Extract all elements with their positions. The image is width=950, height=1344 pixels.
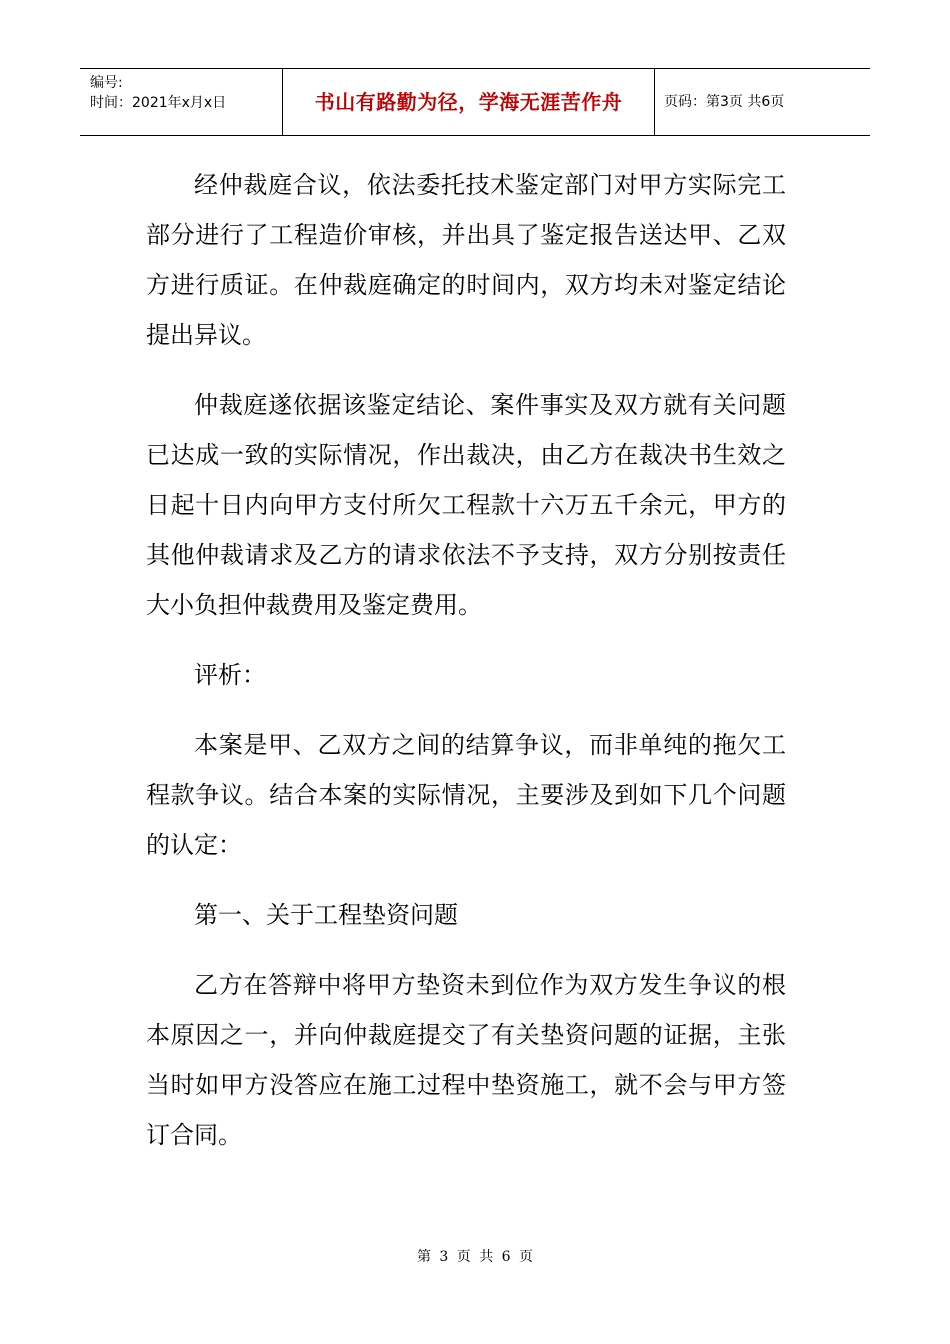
- document-body: [146, 160, 786, 1180]
- body-paragraph: 经仲裁庭合议，依法委托技术鉴定部门对甲方实际完工部分进行了工程造价审核，并出具了鉴定报告送达甲、乙双方进行质证。在仲裁庭确定的时间内，双方均未对鉴定结论提出异议。: [146, 171, 786, 349]
- section-label-analysis: 评析：: [194, 661, 266, 689]
- document-number-label: 编号:: [90, 75, 123, 91]
- page-footer: 第 3 页 共 6 页: [416, 1249, 534, 1265]
- header-page-info: 页码：第3页 共6页: [664, 94, 785, 110]
- header-meta: [90, 73, 282, 113]
- document-date: 时间：2021年x月x日: [90, 95, 227, 111]
- header-divider: [654, 69, 655, 136]
- body-paragraph: 仲裁庭遂依据该鉴定结论、案件事实及双方就有关问题已达成一致的实际情况，作出裁决，由乙方在裁决书生效之日起十日内向甲方支付所欠工程款十六万五千余元，甲方的其他仲裁请求及乙方的请求依法不予支持，双方分别按责任大小负担仲裁费用及鉴定费用。: [146, 391, 786, 619]
- body-paragraph: 乙方在答辩中将甲方垫资未到位作为双方发生争议的根本原因之一，并向仲裁庭提交了有关垫资问题的证据，主张当时如甲方没答应在施工过程中垫资施工，就不会与甲方签订合同。: [146, 971, 786, 1149]
- body-paragraph: 本案是甲、乙双方之间的结算争议，而非单纯的拖欠工程款争议。结合本案的实际情况，主要涉及到如下几个问题的认定：: [146, 731, 786, 859]
- section-heading: 第一、关于工程垫资问题: [194, 901, 458, 929]
- page-header: [80, 68, 870, 136]
- header-motto: 书山有路勤为径，学海无涯苦作舟: [314, 90, 623, 114]
